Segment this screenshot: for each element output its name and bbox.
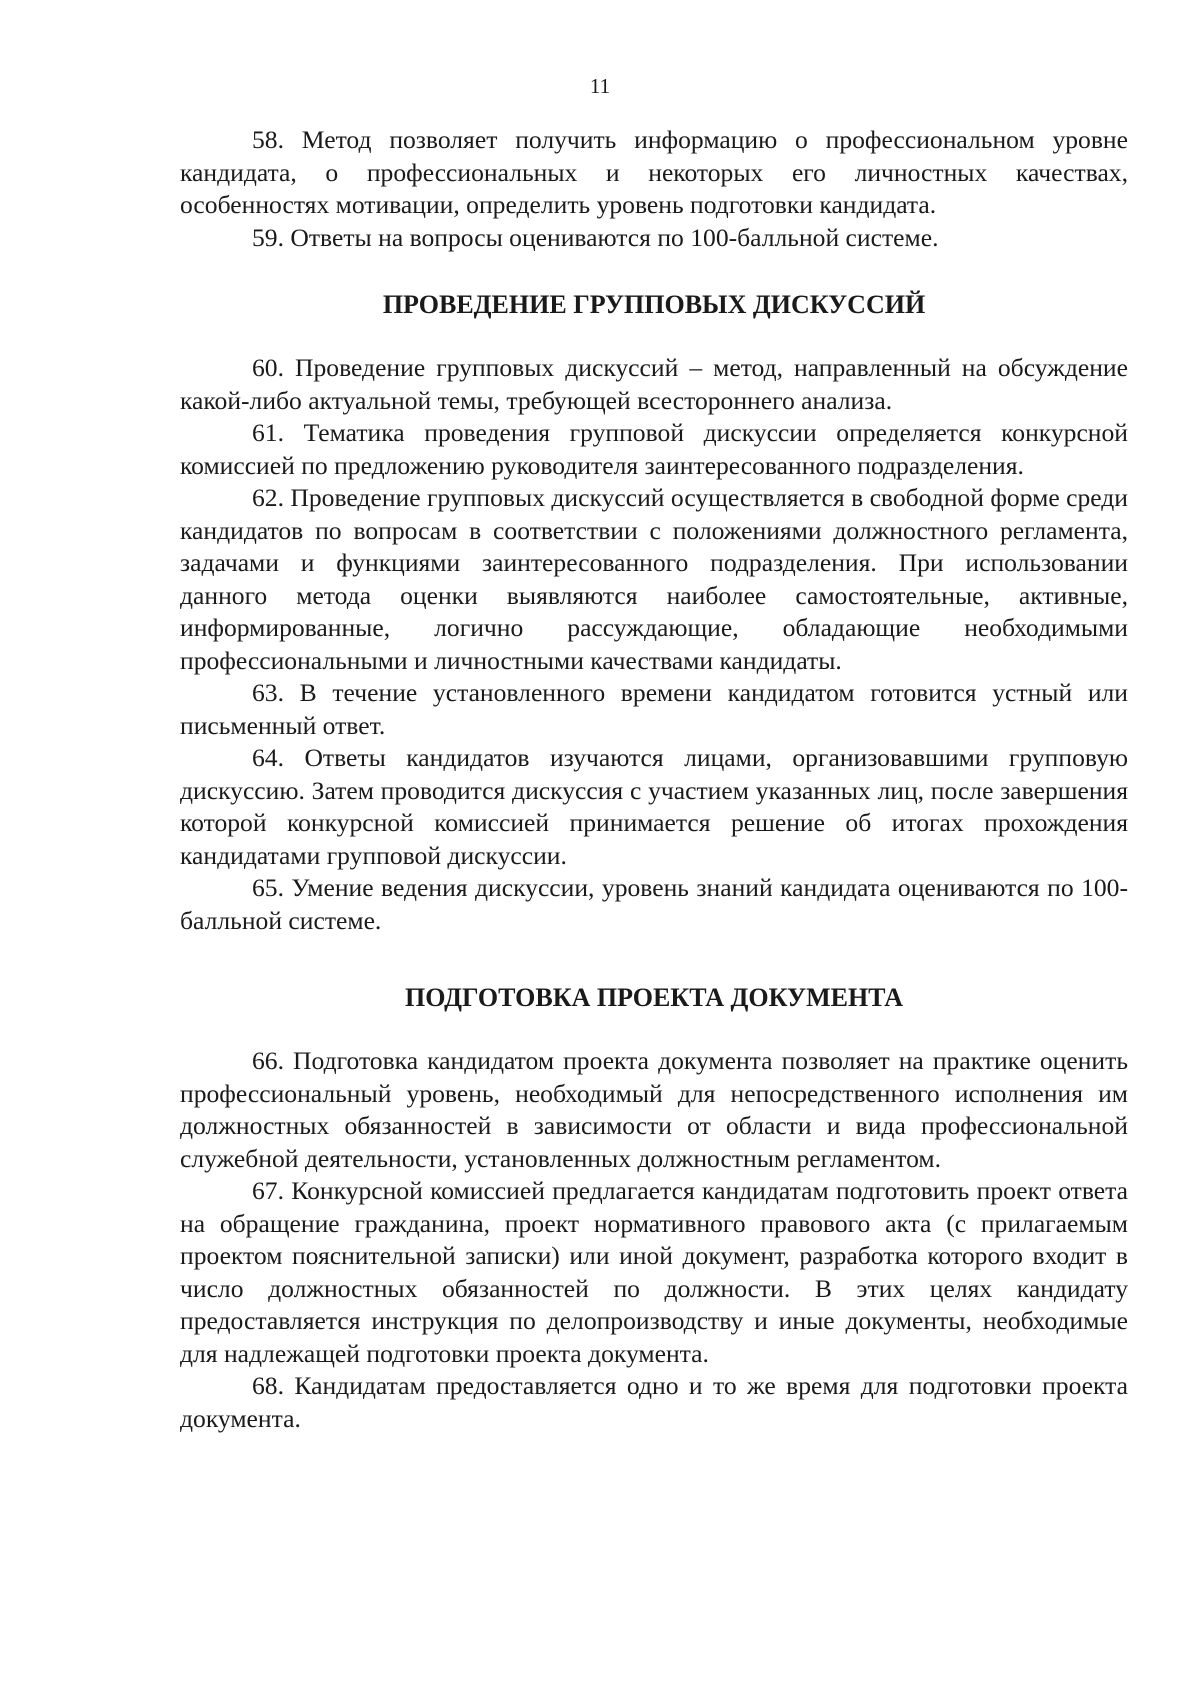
paragraph-59: 59. Ответы на вопросы оцениваются по 100-балльной системе. [252,222,939,252]
paragraph-67: 67. Конкурсной комиссией предлагается кандидатам подготовить проект ответа на обращение гражданина, проект нормативного правового акта (с прилагаемым проектом пояснительной записки) или иной документ, разработка которого входит в число должностных обязанностей по должности. В этих целях кандидату предоставляется инструкция по делопроизводству и иные документы, необходимые для надлежащей подготовки проекта документа. [180,1176,1128,1368]
paragraph-61: 61. Тематика проведения групповой дискуссии определяется конкурсной комиссией по предложению руководителя заинтересованного подразделения. [180,418,1128,480]
section-heading-document-draft: ПОДГОТОВКА ПРОЕКТА ДОКУМЕНТА [405,983,903,1012]
paragraph-66: 66. Подготовка кандидатом проекта документа позволяет на практике оценить профессиональный уровень, необходимый для непосредственного исполнения им должностных обязанностей в зависимости от области и вида профессиональной служебной деятельности, установленных должностным регламентом. [180,1046,1128,1173]
paragraph-64: 64. Ответы кандидатов изучаются лицами, организовавшими групповую дискуссию. Затем проводится дискуссия с участием указанных лиц, после завершения которой конкурсной комиссией принимается решение об итогах прохождения кандидатами групповой дискуссии. [180,743,1128,870]
paragraph-65: 65. Умение ведения дискуссии, уровень знаний кандидата оцениваются по 100-балльной системе. [180,873,1128,935]
document-body [180,124,1128,1435]
paragraph-63: 63. В течение установленного времени кандидатом готовится устный или письменный ответ. [180,678,1128,740]
section-heading-group-discussions: ПРОВЕДЕНИЕ ГРУППОВЫХ ДИСКУССИЙ [382,290,926,319]
page-number: 11 [589,74,611,98]
paragraph-62: 62. Проведение групповых дискуссий осуществляется в свободной форме среди кандидатов по вопросам в соответствии с положениями должностного регламента, задачами и функциями заинтересованного подразделения. При использовании данного метода оценки выявляются наиболее самостоятельные, активные, информированные, логично рассуждающие, обладающие необходимыми профессиональными и личностными качествами кандидаты. [180,483,1128,675]
paragraph-68: 68. Кандидатам предоставляется одно и то же время для подготовки проекта документа. [180,1371,1128,1433]
paragraph-58: 58. Метод позволяет получить информацию о профессиональном уровне кандидата, о профессиональных и некоторых его личностных качествах, особенностях мотивации, определить уровень подготовки кандидата. [180,125,1128,219]
paragraph-60: 60. Проведение групповых дискуссий – метод, направленный на обсуждение какой-либо актуальной темы, требующей всестороннего анализа. [180,353,1128,415]
